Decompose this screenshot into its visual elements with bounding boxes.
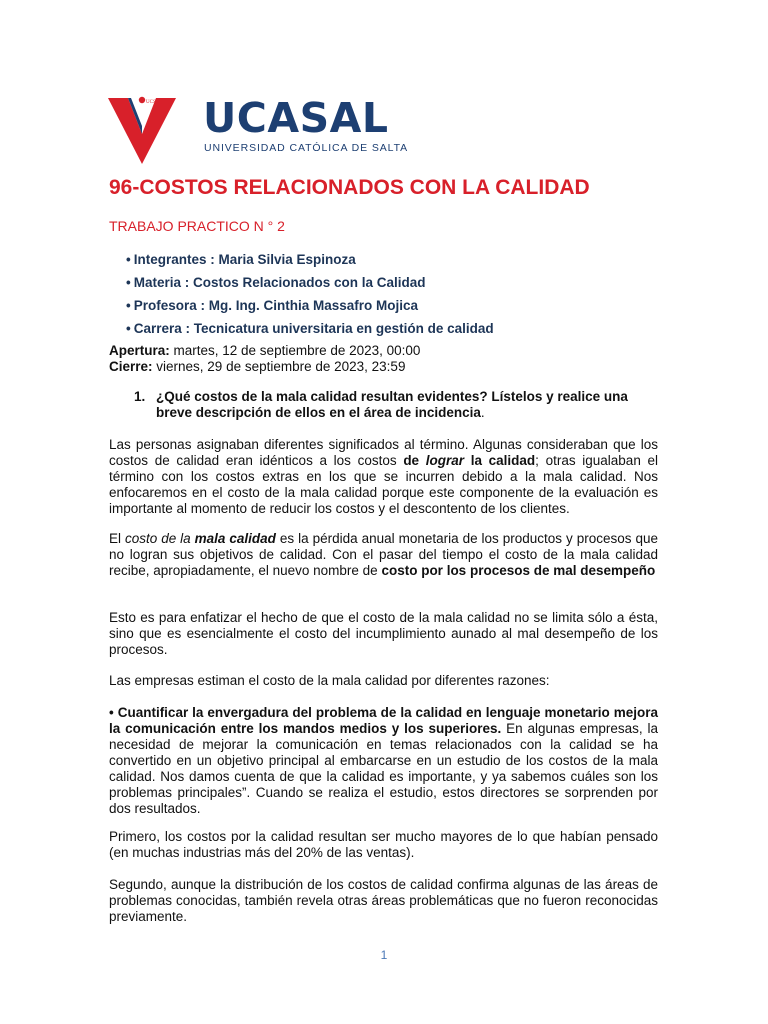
dates-block: [109, 343, 420, 375]
logo-subtitle: UNIVERSIDAD CATÓLICA DE SALTA: [204, 142, 409, 154]
paragraph-4: Las empresas estiman el costo de la mala calidad por diferentes razones:: [109, 673, 550, 688]
cierre-label: Cierre:: [109, 359, 153, 374]
paragraph-5: • Cuantificar la envergadura del problema de la calidad en lenguaje monetario mejora la comunicación entre los mandos medios y los superiores. En algunas empresas, la necesidad de mejorar la comunicación en temas relacionados con la calidad se ha convertido en un objetivo principal al embarcarse en un estudio de los costos de la mala calidad. Nos damos cuenta de que la calidad es importante, y ya sabemos cuáles son los problemas principales”. Cuando se realiza el estudio, estos directores se sorprenden por dos resultados.: [109, 705, 658, 816]
ucasal-v-mark-icon: [108, 96, 176, 164]
seal-text: UCS: [146, 100, 156, 105]
document-title: 96-COSTOS RELACIONADOS CON LA CALIDAD: [109, 176, 590, 199]
question-1: 1. ¿Qué costos de la mala calidad resultan evidentes? Lístelos y realice una breve descripción de ellos en el área de incidencia.: [134, 389, 628, 420]
question-number: 1.: [134, 389, 146, 404]
bullet-icon: •: [126, 321, 131, 336]
paragraph-2: El costo de la mala calidad es la pérdida anual monetaria de los productos y procesos que no logran sus objetivos de calidad. Con el pasar del tiempo el costo de la mala calidad recibe, apropiadamente, el nuevo nombre de costo por los procesos de mal desempeño: [109, 531, 658, 578]
cierre-line: [109, 359, 420, 375]
info-list: [126, 250, 494, 342]
info-item-carrera: • Carrera : Tecnicatura universitaria en gestión de calidad: [126, 321, 494, 336]
bullet-icon: •: [126, 275, 131, 290]
apertura-line: [109, 343, 420, 359]
bullet-icon: •: [126, 252, 131, 267]
logo-name: UCASAL: [203, 94, 389, 142]
bullet-icon: •: [126, 298, 131, 313]
document-subtitle: TRABAJO PRACTICO N ° 2: [109, 218, 285, 234]
ucasal-logo: [108, 94, 409, 166]
paragraph-6: Primero, los costos por la calidad resultan ser mucho mayores de lo que habían pensado (en muchas industrias más del 20% de las ventas).: [109, 829, 658, 860]
question-text: ¿Qué costos de la mala calidad resultan evidentes? Lístelos y realice una breve descripción de ellos en el área de incidencia: [156, 389, 628, 420]
info-item-profesora: • Profesora : Mg. Ing. Cinthia Massafro Mojica: [126, 298, 419, 313]
info-item-integrantes: • Integrantes : Maria Silvia Espinoza: [126, 252, 356, 267]
apertura-value: martes, 12 de septiembre de 2023, 00:00: [169, 343, 421, 358]
paragraph-3: Esto es para enfatizar el hecho de que el costo de la mala calidad no se limita sólo a ésta, sino que es esencialmente el costo del incumplimiento aunado al mal desempeño de los procesos.: [109, 610, 658, 657]
paragraph-1: Las personas asignaban diferentes significados al término. Algunas consideraban que los costos de calidad eran idénticos a los costos de lograr la calidad; otras igualaban el término con los costos extras en los que se incurren debido a la mala calidad. Nos enfocaremos en el costo de la mala calidad porque este componente de la evaluación es importante al momento de reducir los costos y el descontento de los clientes.: [109, 437, 659, 516]
apertura-label: Apertura:: [109, 343, 170, 358]
cierre-value: viernes, 29 de septiembre de 2023, 23:59: [152, 359, 406, 374]
info-item-materia: • Materia : Costos Relacionados con la Calidad: [126, 275, 426, 290]
paragraph-7: Segundo, aunque la distribución de los costos de calidad confirma algunas de las áreas de problemas conocidas, también revela otras áreas problemáticas que no fueron reconocidas previamente.: [109, 877, 658, 924]
page-number: 1: [380, 948, 388, 962]
